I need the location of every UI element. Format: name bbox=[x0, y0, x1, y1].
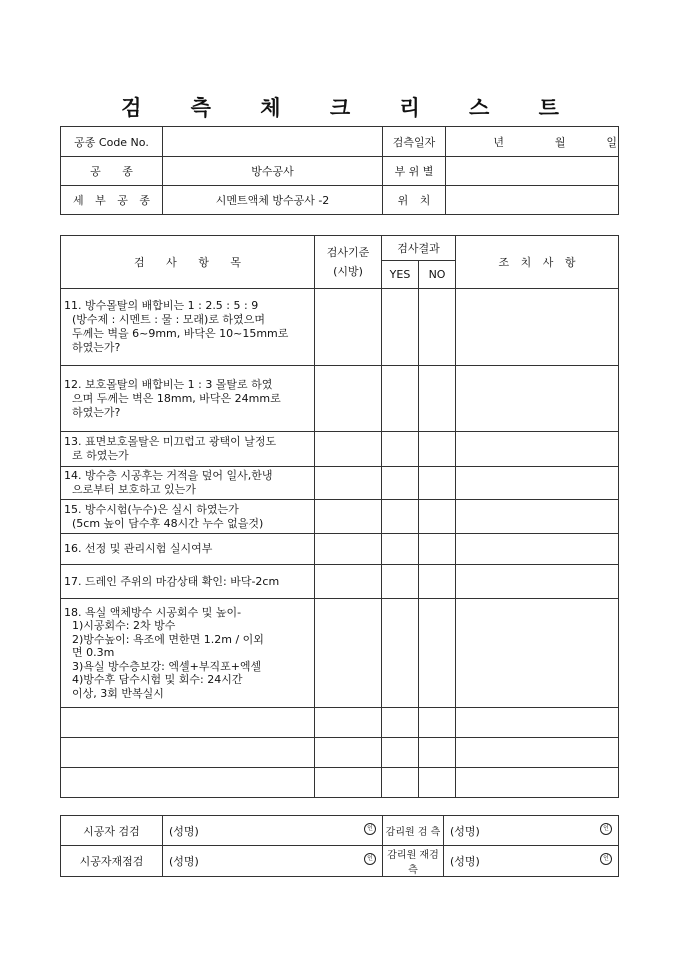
yes-cell[interactable] bbox=[382, 738, 419, 768]
action-cell[interactable] bbox=[456, 289, 619, 366]
page-title: 검 측 체 크 리 스 트 bbox=[121, 95, 580, 120]
contractor-recheck-signature[interactable] bbox=[163, 846, 383, 877]
standard-cell[interactable] bbox=[315, 467, 382, 500]
action-cell[interactable] bbox=[456, 467, 619, 500]
detail-field[interactable]: 시멘트액체 방수공사 -2 bbox=[163, 186, 383, 215]
table-row bbox=[61, 565, 619, 599]
no-cell[interactable] bbox=[419, 500, 456, 534]
date-day: 일 bbox=[606, 135, 617, 149]
inspect-date-field[interactable] bbox=[446, 127, 619, 157]
check-item-16: 16. 선정 및 관리시험 실시여부 bbox=[61, 534, 315, 565]
table-row bbox=[61, 500, 619, 534]
date-year: 년 bbox=[493, 135, 504, 149]
check-item-12: 12. 보호몰탈의 배합비는 1 : 3 몰탈로 하였 으며 두께는 벽은 18mm, 바닥은 24mm로 하였는가? bbox=[61, 366, 315, 432]
check-item-13: 13. 표면보호몰탈은 미끄럽고 광택이 날정도 로 하였는가 bbox=[61, 432, 315, 467]
no-cell[interactable] bbox=[419, 768, 456, 798]
standard-cell[interactable] bbox=[315, 565, 382, 599]
name-placeholder: (성명) bbox=[169, 855, 199, 868]
col-action-header: 조 치 사 항 bbox=[456, 236, 619, 289]
table-row bbox=[61, 599, 619, 708]
standard-cell[interactable] bbox=[315, 768, 382, 798]
contractor-check-label: 시공자 검검 bbox=[61, 816, 163, 846]
no-cell[interactable] bbox=[419, 708, 456, 738]
yes-cell[interactable] bbox=[382, 289, 419, 366]
no-cell[interactable] bbox=[419, 366, 456, 432]
table-row bbox=[61, 432, 619, 467]
check-item-14: 14. 방수층 시공후는 거적을 덮어 일사,한냉 으로부터 보호하고 있는가 bbox=[61, 467, 315, 500]
seal-icon: 인 bbox=[364, 853, 376, 865]
yes-cell[interactable] bbox=[382, 565, 419, 599]
col-standard-line2: (시방) bbox=[333, 265, 363, 278]
no-cell[interactable] bbox=[419, 289, 456, 366]
code-label: 공종 Code No. bbox=[61, 127, 163, 157]
check-item-11: 11. 방수몰탈의 배합비는 1 : 2.5 : 5 : 9 (방수제 : 시멘트 : 물 : 모래)로 하였으며 두께는 벽을 6~9mm, 바닥은 10~15mm로 하였는가? bbox=[61, 289, 315, 366]
table-row bbox=[61, 289, 619, 366]
check-item-15: 15. 방수시험(누수)은 실시 하였는가 (5cm 높이 담수후 48시간 누수 없을것) bbox=[61, 500, 315, 534]
yes-cell[interactable] bbox=[382, 599, 419, 708]
seal-icon: 인 bbox=[600, 823, 612, 835]
no-cell[interactable] bbox=[419, 534, 456, 565]
yes-cell[interactable] bbox=[382, 366, 419, 432]
yes-cell[interactable] bbox=[382, 467, 419, 500]
table-row bbox=[61, 366, 619, 432]
location-label: 위 치 bbox=[383, 186, 446, 215]
table-row bbox=[61, 467, 619, 500]
supervisor-recheck-signature[interactable] bbox=[444, 846, 619, 877]
table-row bbox=[61, 768, 619, 798]
date-month: 월 bbox=[554, 135, 566, 149]
supervisor-check-label: 감리원 검 측 bbox=[383, 816, 444, 846]
standard-cell[interactable] bbox=[315, 432, 382, 467]
yes-cell[interactable] bbox=[382, 708, 419, 738]
standard-cell[interactable] bbox=[315, 289, 382, 366]
check-item-18: 18. 욕실 액체방수 시공회수 및 높이- 1)시공회수: 2차 방수 2)방수높이: 욕조에 면한면 1.2m / 이외 면 0.3m 3)욕실 방수층보강: 엑셀+부직포+엑셀 4)방수후 담수시험 및 회수: 24시간 이상, 3회 반복실시 bbox=[61, 599, 315, 708]
yes-cell[interactable] bbox=[382, 500, 419, 534]
no-cell[interactable] bbox=[419, 599, 456, 708]
action-cell[interactable] bbox=[456, 500, 619, 534]
work-field[interactable]: 방수공사 bbox=[163, 157, 383, 186]
location-field[interactable] bbox=[446, 186, 619, 215]
seal-icon: 인 bbox=[600, 853, 612, 865]
action-cell[interactable] bbox=[456, 738, 619, 768]
info-table bbox=[60, 126, 619, 215]
no-cell[interactable] bbox=[419, 467, 456, 500]
work-label: 공 종 bbox=[61, 157, 163, 186]
inspect-date-label: 검측일자 bbox=[383, 127, 446, 157]
col-result-header: 검사결과 bbox=[382, 236, 456, 261]
signature-table bbox=[60, 815, 619, 877]
col-no-header: NO bbox=[419, 261, 456, 289]
contractor-recheck-label: 시공자재점검 bbox=[61, 846, 163, 877]
table-row bbox=[61, 738, 619, 768]
standard-cell[interactable] bbox=[315, 738, 382, 768]
yes-cell[interactable] bbox=[382, 534, 419, 565]
action-cell[interactable] bbox=[456, 534, 619, 565]
no-cell[interactable] bbox=[419, 565, 456, 599]
yes-cell[interactable] bbox=[382, 432, 419, 467]
table-row bbox=[61, 534, 619, 565]
part-label: 부 위 별 bbox=[383, 157, 446, 186]
item-cell[interactable] bbox=[61, 708, 315, 738]
name-placeholder: (성명) bbox=[450, 855, 480, 868]
standard-cell[interactable] bbox=[315, 500, 382, 534]
supervisor-recheck-label: 감리원 재검측 bbox=[383, 846, 444, 877]
yes-cell[interactable] bbox=[382, 768, 419, 798]
action-cell[interactable] bbox=[456, 599, 619, 708]
standard-cell[interactable] bbox=[315, 534, 382, 565]
item-cell[interactable] bbox=[61, 768, 315, 798]
col-item-header: 검 사 항 목 bbox=[61, 236, 315, 289]
table-row bbox=[61, 708, 619, 738]
no-cell[interactable] bbox=[419, 738, 456, 768]
no-cell[interactable] bbox=[419, 432, 456, 467]
standard-cell[interactable] bbox=[315, 599, 382, 708]
standard-cell[interactable] bbox=[315, 366, 382, 432]
contractor-check-signature[interactable] bbox=[163, 816, 383, 846]
name-placeholder: (성명) bbox=[169, 824, 199, 838]
action-cell[interactable] bbox=[456, 708, 619, 738]
action-cell[interactable] bbox=[456, 432, 619, 467]
standard-cell[interactable] bbox=[315, 708, 382, 738]
col-yes-header: YES bbox=[382, 261, 419, 289]
col-standard-header bbox=[315, 236, 382, 289]
action-cell[interactable] bbox=[456, 768, 619, 798]
checklist-table bbox=[60, 235, 619, 798]
check-item-17: 17. 드레인 주위의 마감상태 확인: 바닥-2cm bbox=[61, 565, 315, 599]
code-field[interactable] bbox=[163, 127, 383, 157]
name-placeholder: (성명) bbox=[450, 824, 480, 838]
action-cell[interactable] bbox=[456, 565, 619, 599]
supervisor-check-signature[interactable] bbox=[444, 816, 619, 846]
detail-label: 세 부 공 종 bbox=[61, 186, 163, 215]
col-standard-line1: 검사기준 bbox=[326, 246, 370, 259]
part-field[interactable] bbox=[446, 157, 619, 186]
seal-icon: 인 bbox=[364, 823, 376, 835]
action-cell[interactable] bbox=[456, 366, 619, 432]
item-cell[interactable] bbox=[61, 738, 315, 768]
